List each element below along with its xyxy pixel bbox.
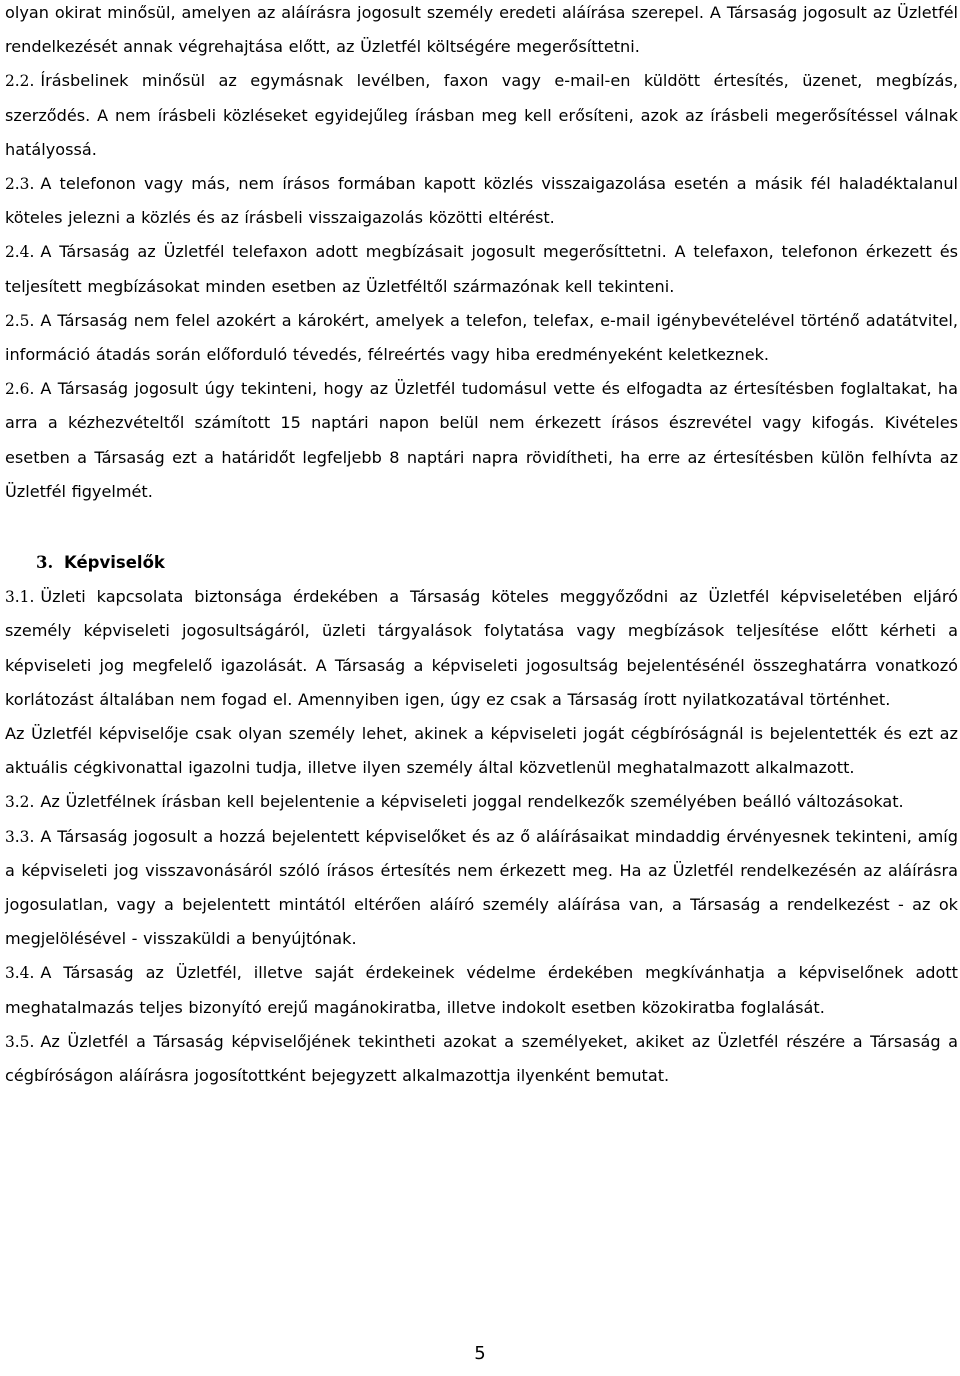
- paragraph-text: Az Üzletfél képviselője csak olyan személy lehet, akinek a képviseleti jogát cégbíróságnál is bejelentették és ezt az aktuális cégkivonattal igazolni tudja, illetve ilyen személy által közvetlenül meghatalmazott alkalmazott.: [5, 724, 958, 778]
- paragraph-number: 3.3.: [5, 827, 35, 846]
- section-heading: [5, 509, 958, 580]
- paragraph-text: A Társaság jogosult a hozzá bejelentett képviselőket és az ő aláírásaikat mindaddig érvényesnek tekinteni, amíg a képviseleti jog visszavonásáról szóló írásos értesítés nem érkezett meg. Ha az Üzletfél rendelkezésén az aláírásra jogosulatlan, vagy a bejelentett mintától eltérően aláíró személy aláírása van, a Társaság a rendelkezést - az ok megjelölésével - visszaküldi a benyújtónak.: [5, 826, 958, 949]
- paragraph-text: A telefonon vagy más, nem írásos formában kapott közlés visszaigazolása esetén a másik fél haladéktalanul köteles jelezni a közlés és az írásbeli visszaigazolás közötti eltérést.: [5, 174, 958, 228]
- paragraph-number: 2.5.: [5, 311, 35, 330]
- paragraph-text: Üzleti kapcsolata biztonsága érdekében a Társaság köteles meggyőződni az Üzletfél képviseletében eljáró személy képviseleti jogosultságáról, üzleti tárgyalások folytatása vagy megbízások teljesítése előtt kérheti a képviseleti jog megfelelő igazolását. A Társaság a képviseleti jogosultság bejelentésénél összeghatárra vonatkozó korlátozást általában nem fogad el. Amennyiben igen, úgy ez csak a Társaság írott nyilatkozatával történhet.: [5, 587, 958, 709]
- paragraph-number: 2.2.: [5, 72, 35, 91]
- paragraph-text: Írásbelinek minősül az egymásnak levélben, faxon vagy e-mail-en küldött értesítés, üzenet, megbízás, szerződés. A nem írásbeli közléseket egyidejűleg írásban meg kell erősíteni, azok az írásbeli megerősítéssel válnak hatályossá.: [5, 71, 958, 159]
- paragraph-number: 2.4.: [5, 243, 35, 262]
- paragraph-number: 3.4.: [5, 964, 35, 983]
- paragraph-text: A Társaság nem felel azokért a károkért, amelyek a telefon, telefax, e-mail igénybevételével történő adatátvitel, információ átadás során előforduló tévedés, félreértés vagy hiba eredményeként keletkeznek.: [5, 310, 958, 365]
- paragraph-text: A Társaság az Üzletfél telefaxon adott megbízásait jogosult megerősíttetni. A telefaxon, telefonon érkezett és teljesített megbízásokat minden esetben az Üzletféltől származónak kell tekinteni.: [5, 242, 958, 296]
- paragraph-text: Az Üzletfél a Társaság képviselőjének tekintheti azokat a személyeket, akiket az Üzletfél részére a Társaság a cégbíróságon aláírásra jogosítottként bejegyzett alkalmazottja ilyenként bemutat.: [5, 1031, 958, 1086]
- page-number: 5: [474, 1343, 486, 1364]
- paragraph-2-5: [5, 304, 958, 372]
- paragraph-text: A Társaság az Üzletfél, illetve saját érdekeinek védelme érdekében megkívánhatja a képviselőnek adott meghatalmazás teljes bizonyító erejű magánokiratba, illetve indokolt esetben közokiratba foglalását.: [5, 963, 958, 1017]
- paragraph-2-6: [5, 372, 958, 509]
- paragraph-number: 3.5.: [5, 1032, 35, 1051]
- paragraph-text: Az Üzletfélnek írásban kell bejelentenie a képviseleti joggal rendelkezők személyében beálló változásokat.: [40, 792, 904, 812]
- paragraph-3-1-continued: [5, 717, 958, 785]
- paragraph-3-3: [5, 820, 958, 957]
- paragraph-number: 3.2.: [5, 793, 35, 812]
- paragraph-3-2: [5, 785, 958, 819]
- paragraph-text: A Társaság jogosult úgy tekinteni, hogy az Üzletfél tudomásul vette és elfogadta az értesítésben foglaltakat, ha arra a kézhezvételtől számított 15 naptári napon belül nem érkezett írásos észrevétel vagy kifogás. Kivételes esetben a Társaság ezt a határidőt legfeljebb 8 naptári napra rövidítheti, ha erre az értesítésben külön felhívta az Üzletfél figyelmét.: [5, 379, 958, 501]
- paragraph-2-2: [5, 64, 958, 167]
- paragraph-text: olyan okirat minősül, amelyen az aláírásra jogosult személy eredeti aláírása szerepel. A Társaság jogosult az Üzletfél rendelkezését annak végrehajtása előtt, az Üzletfél költségére megerősíttetni.: [5, 3, 958, 57]
- section-title: Képviselők: [64, 553, 165, 573]
- paragraph-number: 3.1.: [5, 588, 35, 607]
- paragraph-3-4: [5, 956, 958, 1024]
- paragraph-3-1: [5, 580, 958, 717]
- document-page: [5, 0, 958, 1093]
- paragraph-number: 2.6.: [5, 380, 35, 399]
- paragraph-continuation: [5, 0, 958, 64]
- paragraph-number: 2.3.: [5, 175, 35, 194]
- paragraph-2-3: [5, 167, 958, 235]
- paragraph-2-4: [5, 235, 958, 303]
- section-number: 3.: [36, 553, 54, 573]
- paragraph-3-5: [5, 1025, 958, 1093]
